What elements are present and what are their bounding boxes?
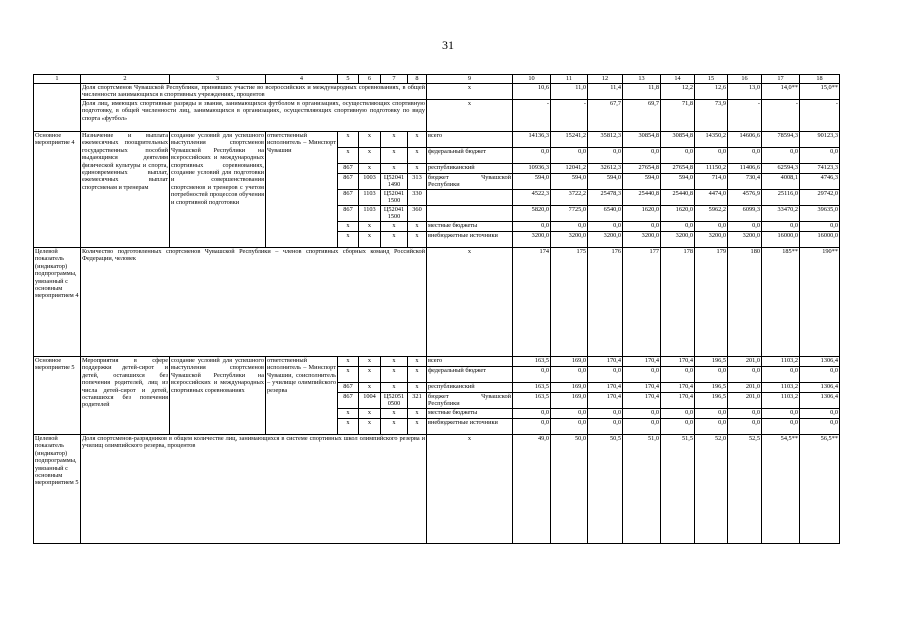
- value-cell: 594,0: [513, 174, 551, 190]
- funding-source: федеральный бюджет: [427, 148, 513, 164]
- value-cell: 730,4: [728, 174, 762, 190]
- value-cell: 30854,8: [661, 132, 695, 148]
- value-cell: 170,4: [588, 357, 623, 367]
- value-cell: 25116,0: [762, 190, 800, 206]
- value-cell: 185**: [762, 248, 800, 357]
- value-cell: 170,4: [661, 383, 695, 393]
- value-cell: 3200,0: [728, 232, 762, 248]
- value-cell: -: [800, 100, 840, 132]
- funding-source: бюджет Чувашской Республики: [428, 393, 511, 408]
- value-cell: 594,0: [623, 174, 661, 190]
- value-cell: 0,0: [513, 222, 551, 232]
- value-cell: 27654,8: [623, 164, 661, 174]
- funding-source: [427, 190, 513, 206]
- value-cell: 0,0: [551, 409, 588, 419]
- value-cell: 0,0: [762, 367, 800, 383]
- value-cell: 0,0: [661, 419, 695, 435]
- value-cell: 0,0: [800, 419, 840, 435]
- code-cell: х: [408, 232, 427, 248]
- value-cell: 0,0: [728, 222, 762, 232]
- indicator-text: Доля спортсменов Чувашской Республики, принявших участие во всероссийских и международных соревнованиях, в общей численности занимающихся в спортивных учреждениях, процентов: [82, 84, 425, 99]
- code-cell: х: [408, 409, 427, 419]
- funding-source: республиканский: [427, 164, 513, 174]
- value-cell: 170,4: [661, 393, 695, 409]
- value-cell: 67,7: [588, 100, 623, 132]
- value-cell: 29742,0: [800, 190, 840, 206]
- code-cell: 330: [408, 190, 427, 206]
- value-cell: 3200,0: [513, 232, 551, 248]
- value-cell: 201,0: [728, 383, 762, 393]
- value-cell: 0,0: [623, 148, 661, 164]
- funding-source: бюджет Чувашской Республики: [428, 174, 511, 189]
- code-cell: 867: [338, 174, 359, 190]
- value-cell: 3200,0: [551, 232, 588, 248]
- value-cell: 0,0: [661, 148, 695, 164]
- value-cell: 10936,3: [513, 164, 551, 174]
- value-cell: 0,0: [623, 222, 661, 232]
- table-row: [34, 357, 840, 367]
- value-cell: 0,0: [513, 419, 551, 435]
- value-cell: 52,0: [695, 435, 728, 544]
- value-cell: 175: [551, 248, 588, 357]
- value-cell: 6540,0: [588, 206, 623, 222]
- value-cell: 170,4: [623, 393, 661, 409]
- value-cell: 14350,2: [695, 132, 728, 148]
- table-row: [34, 75, 840, 84]
- code-cell: х: [381, 383, 408, 393]
- column-number: 7: [381, 75, 408, 84]
- value-cell: 201,0: [728, 357, 762, 367]
- code-cell: 1103: [359, 206, 381, 222]
- value-cell: 0,0: [661, 409, 695, 419]
- value-cell: 39635,0: [800, 206, 840, 222]
- value-cell: 16000,0: [800, 232, 840, 248]
- value-cell: 52,5: [728, 435, 762, 544]
- code-cell: х: [359, 232, 381, 248]
- value-cell: 190**: [800, 248, 840, 357]
- code-cell: х: [408, 383, 427, 393]
- value-cell: 170,4: [661, 357, 695, 367]
- value-cell: 0,0: [661, 222, 695, 232]
- page-number: 31: [442, 38, 454, 52]
- code-cell: х: [408, 164, 427, 174]
- code-cell: х: [359, 409, 381, 419]
- column-number: 11: [551, 75, 588, 84]
- code-cell: х: [338, 148, 359, 164]
- code-cell: х: [381, 419, 408, 435]
- value-cell: 6099,3: [728, 206, 762, 222]
- value-cell: 5820,0: [513, 206, 551, 222]
- column-number: 3: [170, 75, 266, 84]
- funding-source: внебюджетные источники: [427, 419, 513, 435]
- value-cell: 0,0: [762, 419, 800, 435]
- value-cell: 0,0: [551, 148, 588, 164]
- column-number: 1: [34, 75, 81, 84]
- code-cell: 867: [338, 190, 359, 206]
- value-cell: 0,0: [728, 409, 762, 419]
- column-number: 6: [359, 75, 381, 84]
- value-cell: 176: [588, 248, 623, 357]
- value-cell: 0,0: [513, 367, 551, 383]
- code-cell: 1003: [359, 174, 381, 190]
- table-row: [34, 435, 840, 544]
- table-row: [34, 248, 840, 357]
- value-cell: 1103,2: [762, 393, 800, 409]
- value-cell: 1306,4: [800, 357, 840, 367]
- code-cell: х: [359, 164, 381, 174]
- code-cell: х: [338, 357, 359, 367]
- value-cell: 0,0: [551, 222, 588, 232]
- value-cell: 0,0: [588, 419, 623, 435]
- value-cell: 0,0: [728, 148, 762, 164]
- indicator-text: Доля лиц, имеющих спортивные разряды и звания, занимающихся футболом в организациях, осуществляющих спортивную подготовку, в общей численности лиц, занимающихся в организациях, осуществляющих спортивную подготовку по виду спорта «футбол»: [81, 100, 427, 132]
- column-number: 8: [408, 75, 427, 84]
- value-cell: 169,0: [551, 357, 588, 367]
- value-cell: 0,0: [762, 222, 800, 232]
- code-cell: х: [408, 419, 427, 435]
- column-number: 5: [338, 75, 359, 84]
- measure-label: Основное мероприятие 5: [34, 357, 81, 435]
- value-cell: 0,0: [623, 367, 661, 383]
- value-cell: 4474,0: [695, 190, 728, 206]
- value-cell: 14,0**: [762, 84, 800, 100]
- value-cell: 0,0: [762, 148, 800, 164]
- value-cell: 714,0: [695, 174, 728, 190]
- value-cell: 0,0: [551, 367, 588, 383]
- column-number: 16: [728, 75, 762, 84]
- value-cell: 169,0: [551, 383, 588, 393]
- code-cell: х: [359, 132, 381, 148]
- indicator-text: Доля спортсменов-разрядников в общем количестве лиц, занимающихся в системе спортивных школ олимпийского резерва и училищ олимпийского резерва, процентов: [81, 435, 427, 544]
- value-cell: 54,5**: [762, 435, 800, 544]
- value-cell: 0,0: [588, 367, 623, 383]
- value-cell: -: [513, 100, 551, 132]
- value-cell: 4522,3: [513, 190, 551, 206]
- value-cell: 0,0: [661, 367, 695, 383]
- value-cell: 32612,3: [588, 164, 623, 174]
- value-cell: 163,5: [513, 393, 551, 409]
- code-cell: х: [381, 367, 408, 383]
- code-cell: х: [381, 148, 408, 164]
- code-cell: х: [381, 132, 408, 148]
- value-cell: 0,0: [588, 409, 623, 419]
- code-cell: х: [408, 222, 427, 232]
- column-number: 13: [623, 75, 661, 84]
- value-cell: 12,2: [661, 84, 695, 100]
- value-cell: 4576,9: [728, 190, 762, 206]
- code-cell: 867: [338, 206, 359, 222]
- value-cell: 0,0: [728, 367, 762, 383]
- value-cell: 163,5: [513, 357, 551, 367]
- code-cell: х: [408, 357, 427, 367]
- code-cell: 867: [338, 383, 359, 393]
- code-cell: х: [359, 367, 381, 383]
- value-cell: 73,9: [695, 100, 728, 132]
- table-row: [34, 84, 840, 100]
- code-cell: 360: [408, 206, 427, 222]
- code-cell: х: [359, 148, 381, 164]
- code-cell: Ц52041 1500: [381, 206, 408, 222]
- value-cell: -: [728, 100, 762, 132]
- funding-source: всего: [427, 357, 513, 367]
- value-cell: 51,0: [623, 435, 661, 544]
- value-cell: 10,6: [513, 84, 551, 100]
- code-cell: 867: [338, 393, 359, 409]
- code-cell: х: [359, 383, 381, 393]
- value-cell: 0,0: [762, 409, 800, 419]
- value-cell: 1620,0: [661, 206, 695, 222]
- value-cell: 11150,2: [695, 164, 728, 174]
- funding-source: местные бюджеты: [427, 409, 513, 419]
- value-cell: 71,8: [661, 100, 695, 132]
- value-cell: 35812,3: [588, 132, 623, 148]
- responsible: ответственный исполнитель – Минспорт Чувашии: [266, 132, 338, 248]
- value-cell: 0,0: [800, 148, 840, 164]
- indicator-label: Целевой показатель (индикатор) подпрограммы, увязанный с основным мероприятием 5: [34, 435, 81, 544]
- value-cell: 3722,2: [551, 190, 588, 206]
- value-cell: 0,0: [728, 419, 762, 435]
- value-cell: 25440,8: [661, 190, 695, 206]
- value-cell: 594,0: [588, 174, 623, 190]
- column-number: 17: [762, 75, 800, 84]
- measure-label: Основное мероприятие 4: [34, 132, 81, 248]
- value-cell: -: [551, 100, 588, 132]
- code-cell: х: [338, 409, 359, 419]
- value-cell: 0,0: [695, 409, 728, 419]
- value-cell: 15,0**: [800, 84, 840, 100]
- value-cell: 0,0: [800, 409, 840, 419]
- value-cell: 170,4: [623, 383, 661, 393]
- value-cell: 594,0: [661, 174, 695, 190]
- value-cell: 11,8: [623, 84, 661, 100]
- value-cell: 0,0: [695, 222, 728, 232]
- value-cell: 163,5: [513, 383, 551, 393]
- code-cell: х: [338, 419, 359, 435]
- value-cell: 3200,0: [623, 232, 661, 248]
- value-cell: 0,0: [513, 409, 551, 419]
- code-cell: 867: [338, 164, 359, 174]
- value-cell: 5962,2: [695, 206, 728, 222]
- column-number: 18: [800, 75, 840, 84]
- column-number: 12: [588, 75, 623, 84]
- value-cell: 180: [728, 248, 762, 357]
- value-cell: 16000,0: [762, 232, 800, 248]
- code-cell: х: [338, 367, 359, 383]
- value-cell: 594,0: [551, 174, 588, 190]
- value-cell: 196,5: [695, 383, 728, 393]
- column-number: 15: [695, 75, 728, 84]
- value-cell: 169,0: [551, 393, 588, 409]
- column-number: 14: [661, 75, 695, 84]
- value-cell: 178: [661, 248, 695, 357]
- code-cell: 313: [408, 174, 427, 190]
- funding-source: федеральный бюджет: [427, 367, 513, 383]
- code-cell: х: [338, 232, 359, 248]
- column-number: 9: [427, 75, 513, 84]
- code-cell: Ц52041 1500: [381, 190, 408, 206]
- value-cell: 11,0: [551, 84, 588, 100]
- value-cell: 0,0: [695, 148, 728, 164]
- value-cell: 170,4: [588, 393, 623, 409]
- value-cell: 12041,2: [551, 164, 588, 174]
- value-cell: 62594,3: [762, 164, 800, 174]
- value-cell: 14136,3: [513, 132, 551, 148]
- value-cell: 25440,8: [623, 190, 661, 206]
- value-cell: 11406,6: [728, 164, 762, 174]
- value-cell: 12,6: [695, 84, 728, 100]
- value-cell: 1306,4: [800, 393, 840, 409]
- value-cell: 25478,3: [588, 190, 623, 206]
- x-cell: х: [427, 248, 513, 357]
- value-cell: 90123,3: [800, 132, 840, 148]
- funding-source: всего: [427, 132, 513, 148]
- code-cell: Ц52051 0500: [381, 393, 408, 409]
- value-cell: 0,0: [695, 367, 728, 383]
- code-cell: 1004: [359, 393, 381, 409]
- value-cell: 0,0: [623, 419, 661, 435]
- value-cell: 0,0: [588, 148, 623, 164]
- code-cell: х: [381, 164, 408, 174]
- code-cell: х: [381, 222, 408, 232]
- measure-goal: создание условий для успешного выступления спортсменов Чувашской Республики на всероссийских и международных спортивных соревнованиях: [170, 357, 266, 435]
- code-cell: х: [381, 409, 408, 419]
- code-cell: х: [408, 132, 427, 148]
- value-cell: 1306,4: [800, 383, 840, 393]
- value-cell: 0,0: [513, 148, 551, 164]
- x-cell: х: [427, 100, 513, 132]
- value-cell: 1103,2: [762, 357, 800, 367]
- value-cell: 7725,0: [551, 206, 588, 222]
- x-cell: х: [427, 435, 513, 544]
- value-cell: 1620,0: [623, 206, 661, 222]
- value-cell: 179: [695, 248, 728, 357]
- value-cell: 0,0: [800, 367, 840, 383]
- value-cell: 4008,1: [762, 174, 800, 190]
- value-cell: 0,0: [623, 409, 661, 419]
- code-cell: Ц52041 1490: [381, 174, 408, 190]
- value-cell: 0,0: [695, 419, 728, 435]
- measure-goal: создание условий для успешного выступления спортсменов Чувашской Республики на всероссийских и международных спортивных соревнованиях, создание условий для подготовки и совершенствования спортсменов и тренеров с учетом потребностей процессов обучения и спортивной подготовки: [170, 132, 266, 248]
- responsible: ответственный исполнитель – Минспорт Чувашии, соисполнитель – училище олимпийского резерва: [266, 357, 338, 435]
- value-cell: 170,4: [623, 357, 661, 367]
- indicator-label: Целевой показатель (индикатор) подпрограммы, увязанный с основным мероприятием 4: [34, 248, 81, 357]
- column-number: 2: [81, 75, 170, 84]
- funding-source: внебюджетные источники: [427, 232, 513, 248]
- value-cell: 174: [513, 248, 551, 357]
- x-cell: х: [427, 84, 513, 100]
- value-cell: 78594,3: [762, 132, 800, 148]
- value-cell: 56,5**: [800, 435, 840, 544]
- indicator-text: Количество подготовленных спортсменов Чувашской Республики – членов спортивных сборных команд Российской Федерации, человек: [81, 248, 427, 357]
- value-cell: 50,0: [551, 435, 588, 544]
- value-cell: 177: [623, 248, 661, 357]
- funding-source: [427, 206, 513, 222]
- measure-description: Мероприятия в сфере поддержки детей-сирот и детей, оставшихся без попечения родителей, лиц из числа детей-сирот и детей, оставшихся без попечения родителей: [81, 357, 170, 435]
- value-cell: 4746,3: [800, 174, 840, 190]
- value-cell: 0,0: [551, 419, 588, 435]
- code-cell: х: [359, 357, 381, 367]
- value-cell: 13,0: [728, 84, 762, 100]
- value-cell: 33470,2: [762, 206, 800, 222]
- value-cell: 3200,0: [588, 232, 623, 248]
- value-cell: 0,0: [588, 222, 623, 232]
- value-cell: 201,0: [728, 393, 762, 409]
- code-cell: 1103: [359, 190, 381, 206]
- value-cell: 11,4: [588, 84, 623, 100]
- code-cell: х: [359, 222, 381, 232]
- code-cell: 321: [408, 393, 427, 409]
- value-cell: 50,5: [588, 435, 623, 544]
- code-cell: х: [359, 419, 381, 435]
- value-cell: 51,5: [661, 435, 695, 544]
- funding-source: местные бюджеты: [427, 222, 513, 232]
- value-cell: 30854,8: [623, 132, 661, 148]
- table-row: [34, 132, 840, 148]
- value-cell: 196,5: [695, 357, 728, 367]
- blank-cell: [34, 84, 81, 132]
- value-cell: 49,0: [513, 435, 551, 544]
- code-cell: х: [408, 148, 427, 164]
- value-cell: 3200,0: [661, 232, 695, 248]
- funding-source: республиканский: [427, 383, 513, 393]
- code-cell: х: [381, 357, 408, 367]
- table-row: [34, 100, 840, 132]
- code-cell: х: [338, 132, 359, 148]
- value-cell: 3200,0: [695, 232, 728, 248]
- value-cell: 0,0: [800, 222, 840, 232]
- value-cell: 15241,2: [551, 132, 588, 148]
- code-cell: х: [408, 367, 427, 383]
- value-cell: 170,4: [588, 383, 623, 393]
- value-cell: 69,7: [623, 100, 661, 132]
- value-cell: 74123,3: [800, 164, 840, 174]
- value-cell: -: [762, 100, 800, 132]
- code-cell: х: [381, 232, 408, 248]
- program-table: [33, 74, 840, 544]
- value-cell: 196,5: [695, 393, 728, 409]
- code-cell: х: [338, 222, 359, 232]
- value-cell: 1103,2: [762, 383, 800, 393]
- column-number: 4: [266, 75, 338, 84]
- value-cell: 27654,8: [661, 164, 695, 174]
- measure-description: Назначение и выплата ежемесячных поощрительных государственных пособий выдающимся деятелям физической культуры и спорта, единовременных выплат, ежемесячных выплат спортсменам и тренерам: [81, 132, 170, 248]
- column-number: 10: [513, 75, 551, 84]
- value-cell: 14606,6: [728, 132, 762, 148]
